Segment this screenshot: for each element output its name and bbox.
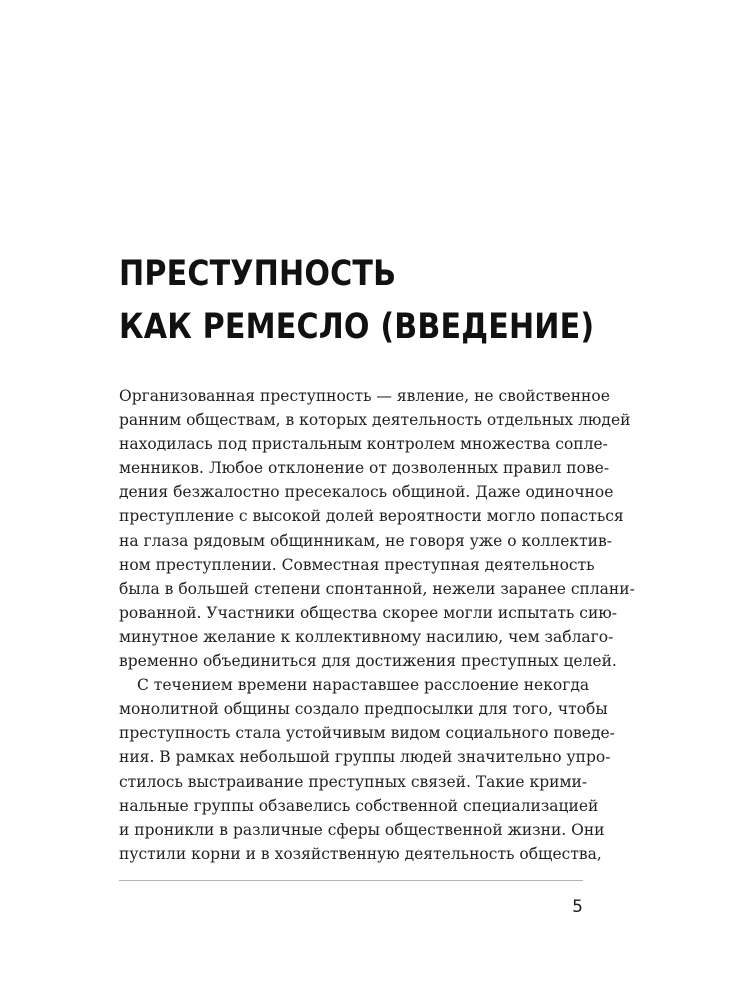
text-line: преступление с высокой долей вероятности могло попасться	[119, 507, 624, 526]
text-line: преступность стала устойчивым видом социального поведе-	[119, 724, 615, 743]
text-line: Организованная преступность — явление, не свойственное	[119, 387, 610, 405]
text-line: временно объединиться для достижения преступных целей.	[119, 652, 617, 671]
text-line: на глаза рядовым общинникам, не говоря уже о коллектив-	[119, 531, 612, 550]
chapter-title-line-1: ПРЕСТУПНОСТЬ	[119, 254, 397, 294]
paragraph-2	[119, 673, 615, 866]
text-line: С течением времени нараставшее расслоение некогда	[137, 676, 590, 695]
text-line: ранним обществам, в которых деятельность отдельных людей	[119, 411, 631, 430]
text-line: находилась под пристальным контролем множества сопле-	[119, 435, 608, 454]
paragraph-1	[119, 384, 635, 673]
text-line: ния. В рамках небольшой группы людей значительно упро-	[119, 748, 611, 767]
chapter-title	[119, 248, 595, 354]
text-line: пустили корни и в хозяйственную деятельность общества,	[119, 844, 602, 863]
text-line: и проникли в различные сферы общественной жизни. Они	[119, 820, 605, 839]
text-line: была в большей степени спонтанной, нежели заранее сплани-	[119, 579, 635, 598]
page-number: 5	[572, 897, 583, 917]
text-line: ном преступлении. Совместная преступная деятельность	[119, 555, 595, 574]
text-line: нальные группы обзавелись собственной специализацией	[119, 796, 599, 815]
text-line: стилось выстраивание преступных связей. Такие крими-	[119, 772, 588, 791]
text-line: минутное желание к коллективному насилию, чем заблаго-	[119, 627, 614, 646]
text-line: монолитной общины создало предпосылки для того, чтобы	[119, 700, 608, 719]
text-line: дения безжалостно пресекалось общиной. Даже одиночное	[119, 483, 614, 502]
body-text	[119, 384, 635, 866]
footer-divider	[119, 880, 583, 881]
text-line: менников. Любое отклонение от дозволенных правил пове-	[119, 459, 610, 478]
text-line: рованной. Участники общества скорее могли испытать сию-	[119, 603, 618, 622]
chapter-title-line-2: КАК РЕМЕСЛО (ВВЕДЕНИЕ)	[119, 307, 595, 347]
